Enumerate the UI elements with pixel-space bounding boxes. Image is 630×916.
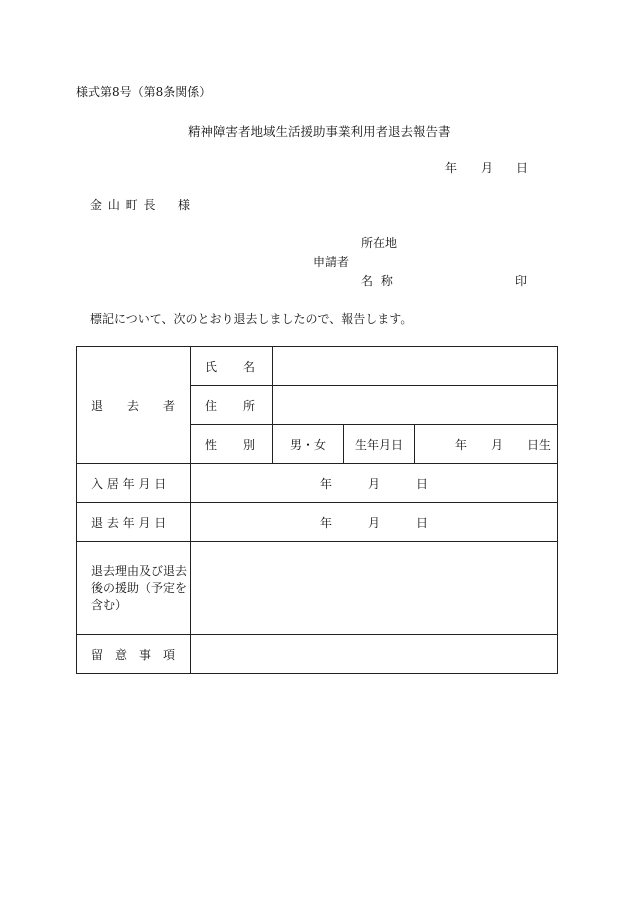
notes-label-char: 意 xyxy=(114,647,127,662)
addressee-honorific: 様 xyxy=(178,198,191,212)
move-out-day-unit: 日 xyxy=(416,515,429,530)
date-month: 月 xyxy=(481,161,494,175)
move-out-row xyxy=(77,503,558,542)
reason-row xyxy=(77,542,558,635)
notes-value-field[interactable] xyxy=(191,635,558,674)
address-label-char: 所 xyxy=(243,398,256,413)
move-out-month-unit: 月 xyxy=(368,515,381,530)
sex-label-cell xyxy=(191,425,273,464)
address-label: 所在地 xyxy=(361,236,398,250)
move-in-year-unit: 年 xyxy=(320,476,333,491)
leaver-label-char: 退 xyxy=(91,398,104,413)
notes-label-char: 事 xyxy=(138,647,151,662)
name-label: 名 称 xyxy=(361,274,395,288)
move-in-month-unit: 月 xyxy=(368,476,381,491)
leaver-label-char: 者 xyxy=(162,398,175,413)
move-in-row xyxy=(77,464,558,503)
name-value-field[interactable] xyxy=(273,347,558,386)
move-out-label: 退 去 年 月 日 xyxy=(77,503,191,542)
date-year: 年 xyxy=(445,161,458,175)
move-out-date-field[interactable] xyxy=(191,503,558,542)
sex-label-char: 別 xyxy=(243,437,256,452)
birth-year-unit: 年 xyxy=(455,437,468,452)
move-in-date-field[interactable] xyxy=(191,464,558,503)
name-label-char: 氏 xyxy=(205,359,218,374)
sex-options[interactable]: 男・女 xyxy=(273,425,344,464)
sex-label-char: 性 xyxy=(205,437,218,452)
name-label-cell xyxy=(191,347,273,386)
report-table xyxy=(76,346,558,674)
body-text: 標記について、次のとおり退去しましたので、報告します。 xyxy=(90,312,413,326)
date-day: 日 xyxy=(516,161,529,175)
notes-row xyxy=(77,635,558,674)
birthdate-value-field[interactable] xyxy=(415,425,558,464)
document-title: 精神障害者地域生活援助事業利用者退去報告書 xyxy=(188,124,451,139)
birth-month-unit: 月 xyxy=(491,437,504,452)
reason-value-field[interactable] xyxy=(191,542,558,635)
applicant-label: 申請者 xyxy=(313,255,350,269)
move-in-label: 入 居 年 月 日 xyxy=(77,464,191,503)
notes-label-cell xyxy=(77,635,191,674)
notes-label-char: 留 xyxy=(91,647,104,662)
seal-mark: 印 xyxy=(515,274,528,288)
address-label-char: 住 xyxy=(205,398,218,413)
birth-day-unit: 日生 xyxy=(527,437,552,452)
leaver-label-char: 去 xyxy=(126,398,139,413)
move-out-year-unit: 年 xyxy=(320,515,333,530)
reason-label: 退去理由及び退去後の援助（予定を含む） xyxy=(77,542,191,635)
birthdate-label: 生年月日 xyxy=(344,425,415,464)
leaver-label-cell xyxy=(77,347,191,464)
name-label-char: 名 xyxy=(243,359,256,374)
address-label-cell xyxy=(191,386,273,425)
address-value-field[interactable] xyxy=(273,386,558,425)
move-in-day-unit: 日 xyxy=(416,476,429,491)
notes-label-char: 項 xyxy=(162,647,175,662)
addressee-name: 金 山 町 長 xyxy=(90,198,157,212)
name-row xyxy=(77,347,558,386)
form-number: 様式第8号（第8条関係） xyxy=(76,85,212,99)
